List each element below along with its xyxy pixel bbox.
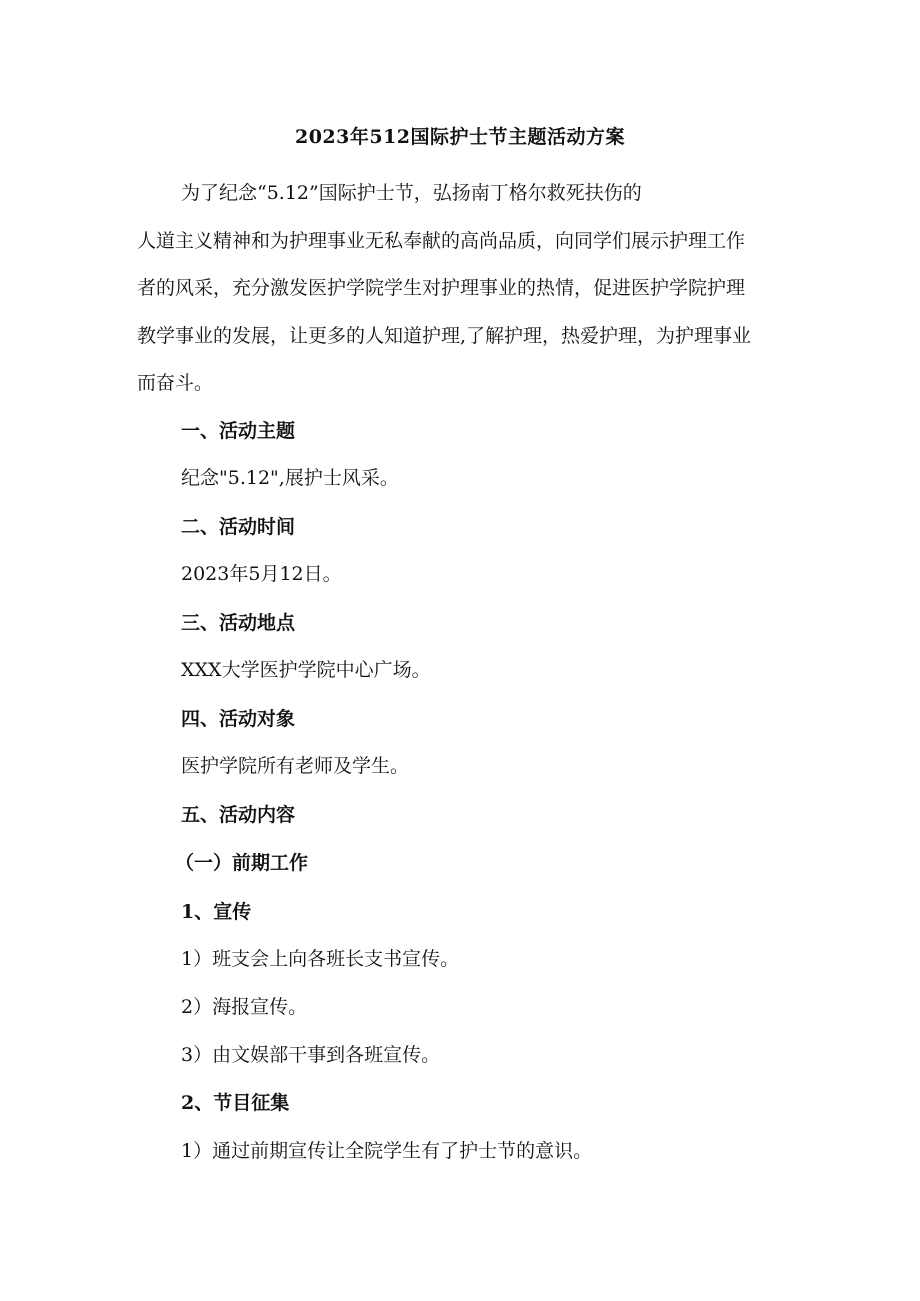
publicity-line-2: 2）海报宣传。 [181, 996, 308, 1018]
section-body-location: XXX大学医护学院中心广场。 [181, 659, 431, 681]
section-heading-location: 三、活动地点 [181, 612, 296, 634]
section-heading-audience: 四、活动对象 [181, 708, 296, 730]
item-heading-program-collection: 2、节目征集 [181, 1092, 290, 1114]
item-heading-publicity: 1、宣传 [181, 901, 252, 923]
publicity-line-1: 1）班支会上向各班长支书宣传。 [181, 948, 460, 970]
intro-line-3: 者的风采，充分激发医护学院学生对护理事业的热情，促进医护学院护理 [137, 277, 746, 299]
intro-line-4: 教学事业的发展，让更多的人知道护理,了解护理，热爱护理，为护理事业 [137, 324, 752, 347]
intro-line-2: 人道主义精神和为护理事业无私奉献的高尚品质，向同学们展示护理工作 [137, 229, 746, 252]
document-title: 2023年512国际护士节主题活动方案 [294, 126, 626, 148]
intro-paragraph [137, 170, 797, 408]
intro-line-5: 而奋斗。 [137, 372, 214, 394]
publicity-line-3: 3）由文娱部干事到各班宣传。 [181, 1044, 441, 1066]
section-body-time: 2023年5月12日。 [181, 563, 342, 585]
section-heading-content: 五、活动内容 [181, 804, 296, 826]
sub-heading-preparation: （一）前期工作 [175, 852, 309, 874]
section-body-audience: 医护学院所有老师及学生。 [181, 755, 410, 777]
program-collection-line-1: 1）通过前期宣传让全院学生有了护士节的意识。 [181, 1140, 593, 1162]
section-body-theme: 纪念"5.12",展护士风采。 [181, 467, 399, 489]
section-heading-theme: 一、活动主题 [181, 420, 296, 442]
section-heading-time: 二、活动时间 [181, 516, 296, 538]
intro-line-1: 为了纪念“5.12”国际护士节，弘扬南丁格尔救死扶伤的 [181, 182, 642, 204]
